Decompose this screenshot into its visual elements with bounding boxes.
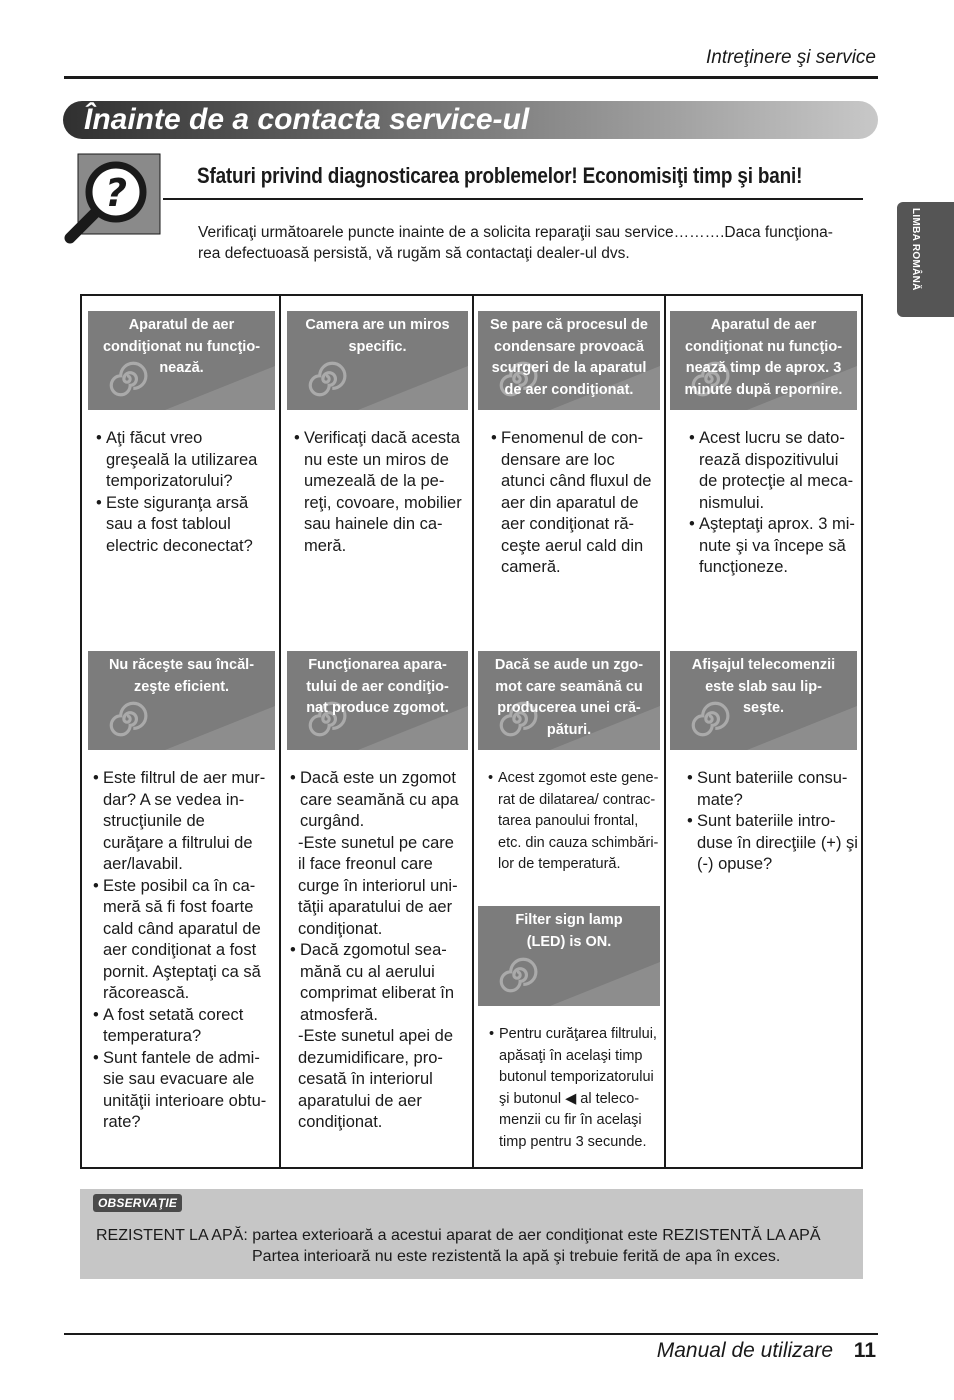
problem-category-header (88, 651, 275, 750)
check-item-line: meră. (304, 536, 347, 555)
check-item-line: atmosferă. (300, 1005, 378, 1024)
problem-category-header (478, 651, 660, 750)
check-item (290, 940, 465, 1026)
category-text-line: zeşte eficient. (133, 678, 230, 695)
intro-paragraph (198, 222, 862, 264)
check-item-line: mate? (697, 790, 743, 809)
category-text-line: condensare provoacă (494, 338, 644, 355)
check-item-line: • Verificaţi dacă acesta (304, 429, 460, 447)
check-list (93, 768, 273, 1134)
check-item (689, 514, 859, 579)
check-item-line: cesată în interiorul (298, 1070, 433, 1088)
check-list (96, 428, 276, 557)
check-item-line: -Este sunetul pe care (298, 833, 454, 852)
check-item-line: timp pentru 3 secunde. (499, 1133, 647, 1150)
language-tab (897, 202, 954, 317)
check-item-line: rate? (103, 1113, 141, 1131)
check-list (488, 768, 666, 876)
category-text-line: de aer condiţionat. (504, 381, 634, 398)
check-item-line: menzii cu fir în acelaşi (499, 1112, 642, 1128)
check-item-line: meră să fi fost foarte (103, 898, 254, 916)
check-item-line: temperatura? (103, 1027, 202, 1045)
problem-category-header (287, 311, 468, 410)
category-text-line: nează timp de aprox. 3 (685, 360, 842, 376)
category-text-line: pături. (546, 721, 592, 738)
check-item (491, 428, 656, 579)
column-divider (472, 294, 474, 1169)
check-item-line: mănă cu al aerului (300, 962, 435, 981)
check-item-line: • Sunt fantele de admi- (103, 1048, 260, 1067)
check-item-line: pornit. Aşteptaţi ca să (103, 962, 261, 981)
check-item-line: dezumidificare, pro- (298, 1048, 443, 1067)
check-item-line: sie sau evacuare ale (103, 1070, 255, 1088)
category-text-line: Funcţionarea apara- (308, 657, 447, 673)
section-subheading: Sfaturi privind diagnosticarea problemelor! Economisiţi timp şi bani! (197, 163, 803, 188)
subheading-rule (163, 198, 863, 200)
swirl-decoration-icon (688, 698, 730, 740)
check-item-line: (-) opuse? (697, 855, 773, 873)
check-item (290, 833, 465, 941)
svg-text:?: ? (104, 171, 128, 215)
note-badge: OBSERVAŢIE (93, 1194, 182, 1212)
check-item-line: apăsaţi în acelaşi timp (499, 1047, 643, 1064)
check-item-line: curge în interiorul uni- (298, 876, 458, 895)
check-item-line: tarea panoului frontal, (498, 813, 639, 829)
check-item-line: comprimat eliberat în (300, 984, 455, 1002)
check-item-line: electric deconectat? (106, 536, 253, 555)
category-text-line: seşte. (742, 700, 785, 716)
check-item-line: aer condiţionat a fost (103, 941, 257, 959)
check-item (488, 768, 666, 876)
check-item (489, 1024, 665, 1153)
check-item-line: greşeală la utilizarea (106, 450, 258, 469)
category-text-line: Se pare că procesul de (490, 317, 648, 333)
check-list (491, 428, 656, 579)
category-text-line: Aparatul de aer (128, 317, 235, 333)
problem-category-header (670, 651, 857, 750)
intro-line: Verificaţi următoarele puncte inainte de a solicita reparaţii sau service……….Daca funcţiona- (198, 224, 833, 241)
check-item (93, 876, 273, 1005)
check-item-line: aparatului de aer (298, 1091, 422, 1110)
swirl-decoration-icon (106, 358, 148, 400)
corner-decoration (550, 962, 660, 1006)
check-item-line: care seamănă cu apa (300, 790, 459, 809)
category-text-line: Afişajul telecomenzii (691, 657, 836, 673)
check-item-line: • Pentru curăţarea filtrului, (499, 1026, 657, 1042)
check-list (294, 428, 464, 557)
check-item-line: tăţii aparatului de aer (298, 898, 453, 916)
check-item-line: • Aţi făcut vreo (106, 429, 203, 447)
category-text-line: nează. (159, 360, 204, 376)
check-item-line: rat de dilatarea/ contrac- (498, 791, 656, 808)
footer-label: Manual de utilizare (656, 1339, 833, 1362)
check-item-line: • A fost setată corect (103, 1005, 244, 1024)
header-rule (64, 76, 878, 79)
check-item-line: răcorească. (103, 984, 190, 1002)
section-header: Intreţinere şi service (705, 47, 876, 68)
problem-category-header (88, 311, 275, 410)
category-text-line: Nu răceşte sau încăl- (108, 657, 255, 673)
note-text: Partea interioară nu este rezistentă la apă şi trebuie ferită de apa în exces. (252, 1248, 781, 1265)
check-item-line: • Dacă este un zgomot (300, 769, 456, 787)
check-item-line: sau hainele din ca- (304, 515, 443, 533)
check-item (689, 428, 859, 514)
check-item-line: reţi, covoare, mobilier (304, 493, 462, 512)
check-item-line: funcţioneze. (699, 558, 788, 576)
check-item-line: aer/lavabil. (103, 855, 183, 873)
corner-decoration (358, 366, 468, 410)
problem-category-header (287, 651, 468, 750)
check-item-line: nu este un miros de (304, 450, 449, 469)
check-item-line: curăţare a filtrului de (103, 833, 253, 852)
check-item-line: dar? A se vedea in- (103, 790, 245, 809)
check-item (687, 768, 859, 811)
category-text-line: Aparatul de aer (710, 317, 817, 333)
check-item-line: aer din aparatul de (501, 493, 639, 512)
check-item-line: duse în direcţiile (+) şi (697, 833, 858, 852)
check-item (93, 768, 273, 876)
problem-category-header (478, 906, 660, 1006)
category-text-line: Camera are un miros (305, 317, 450, 333)
problem-category-header (670, 311, 857, 410)
category-text-line: este slab sau lip- (705, 678, 822, 695)
check-item-line: condiţionat. (298, 1113, 383, 1131)
note-text: REZISTENT LA APĂ: partea exterioară a acestui aparat de aer condiţionat este REZISTENTĂ LA APĂ (96, 1227, 821, 1244)
corner-decoration (165, 706, 275, 750)
footer-rule (64, 1333, 878, 1335)
check-item-line: -Este sunetul apei de (298, 1027, 454, 1045)
check-item-line: şi butonul ◀ al teleco- (499, 1090, 640, 1107)
check-item-line: cameră. (501, 558, 561, 576)
category-text-line: minute după repornire. (684, 381, 843, 398)
magnifier-question-icon (62, 152, 166, 244)
check-list (689, 428, 859, 579)
check-item-line: • Sunt bateriile consu- (697, 769, 848, 787)
category-text-line: nat produce zgomot. (306, 700, 449, 716)
check-item (93, 1005, 273, 1048)
language-tab-label: LIMBA ROMÂNĂ (910, 208, 921, 291)
swirl-decoration-icon (106, 698, 148, 740)
page-number: 11 (853, 1339, 876, 1362)
check-item (93, 1048, 273, 1134)
category-text-line: condiţionat nu funcţio- (102, 338, 261, 355)
check-item-line: nute şi va începe să (699, 536, 846, 555)
check-item-line: il face freonul care (298, 855, 433, 873)
check-item (96, 493, 276, 558)
check-item-line: unităţii interioare obtu- (103, 1091, 267, 1110)
check-item-line: • Fenomenul de con- (501, 429, 644, 447)
category-text-line: Dacă se aude un zgo- (494, 657, 644, 673)
check-item-line: curgând. (300, 812, 365, 830)
category-text-line: condiţionat nu funcţio- (684, 338, 843, 355)
check-item-line: umezeală de la pe- (304, 472, 445, 490)
check-list (687, 768, 859, 876)
intro-line: rea defectuoasă persistă, vă rugăm să contactaţi dealer-ul dvs. (198, 245, 630, 262)
check-item-line: ceşte aerul cald din (501, 536, 644, 555)
check-item-line: • Dacă zgomotul sea- (300, 941, 447, 959)
category-text-line: mot care seamănă cu (495, 678, 643, 695)
check-item-line: • Este posibil ca în ca- (103, 876, 256, 895)
check-item-line: densare are loc (501, 450, 615, 469)
check-item-line: de protecţie al meca- (699, 472, 854, 490)
category-text-line: scurgeri de la aparatul (491, 360, 647, 376)
check-item-line: • Este filtrul de aer mur- (103, 769, 266, 787)
check-item-line: • Acest lucru se dato- (699, 429, 845, 447)
category-text-line: Filter sign lamp (515, 912, 623, 928)
check-list (290, 768, 465, 1134)
check-item-line: rează dispozitivului (699, 450, 839, 469)
check-list (489, 1024, 665, 1153)
check-item-line: lor de temperatură. (498, 856, 621, 872)
check-item-line: • Sunt bateriile intro- (697, 812, 836, 830)
check-item (96, 428, 276, 493)
check-item (294, 428, 464, 557)
category-text-line: specific. (348, 338, 407, 355)
check-item-line: condiţionat. (298, 919, 383, 938)
swirl-decoration-icon (305, 358, 347, 400)
check-item-line: • Aşteptaţi aprox. 3 mi- (699, 515, 855, 533)
check-item-line: etc. din cauza schimbări- (498, 834, 659, 851)
check-item-line: atunci când fluxul de (501, 472, 652, 490)
check-item-line: • Este siguranţa arsă (106, 493, 249, 512)
check-item-line: nismului. (699, 493, 765, 512)
check-item (290, 1026, 465, 1134)
swirl-decoration-icon (496, 954, 538, 996)
check-item (687, 811, 859, 876)
column-divider (279, 294, 281, 1169)
check-item-line: • Acest zgomot este gene- (498, 770, 659, 786)
category-text-line: producerea unei cră- (497, 700, 641, 716)
problem-category-header (478, 311, 660, 410)
check-item-line: cald când aparatul de (103, 919, 261, 938)
category-text-line: (LED) is ON. (526, 933, 612, 950)
page-title: Înainte de a contacta service-ul (84, 103, 530, 136)
check-item-line: butonul temporizatorului (499, 1069, 654, 1085)
check-item-line: strucţiunile de (103, 812, 205, 830)
check-item-line: aer condiţionat ră- (501, 515, 634, 533)
check-item-line: sau a fost tabloul (106, 515, 231, 533)
check-item-line: temporizatorului? (106, 472, 233, 490)
category-text-line: tului de aer condiţio- (306, 678, 449, 695)
check-item (290, 768, 465, 833)
